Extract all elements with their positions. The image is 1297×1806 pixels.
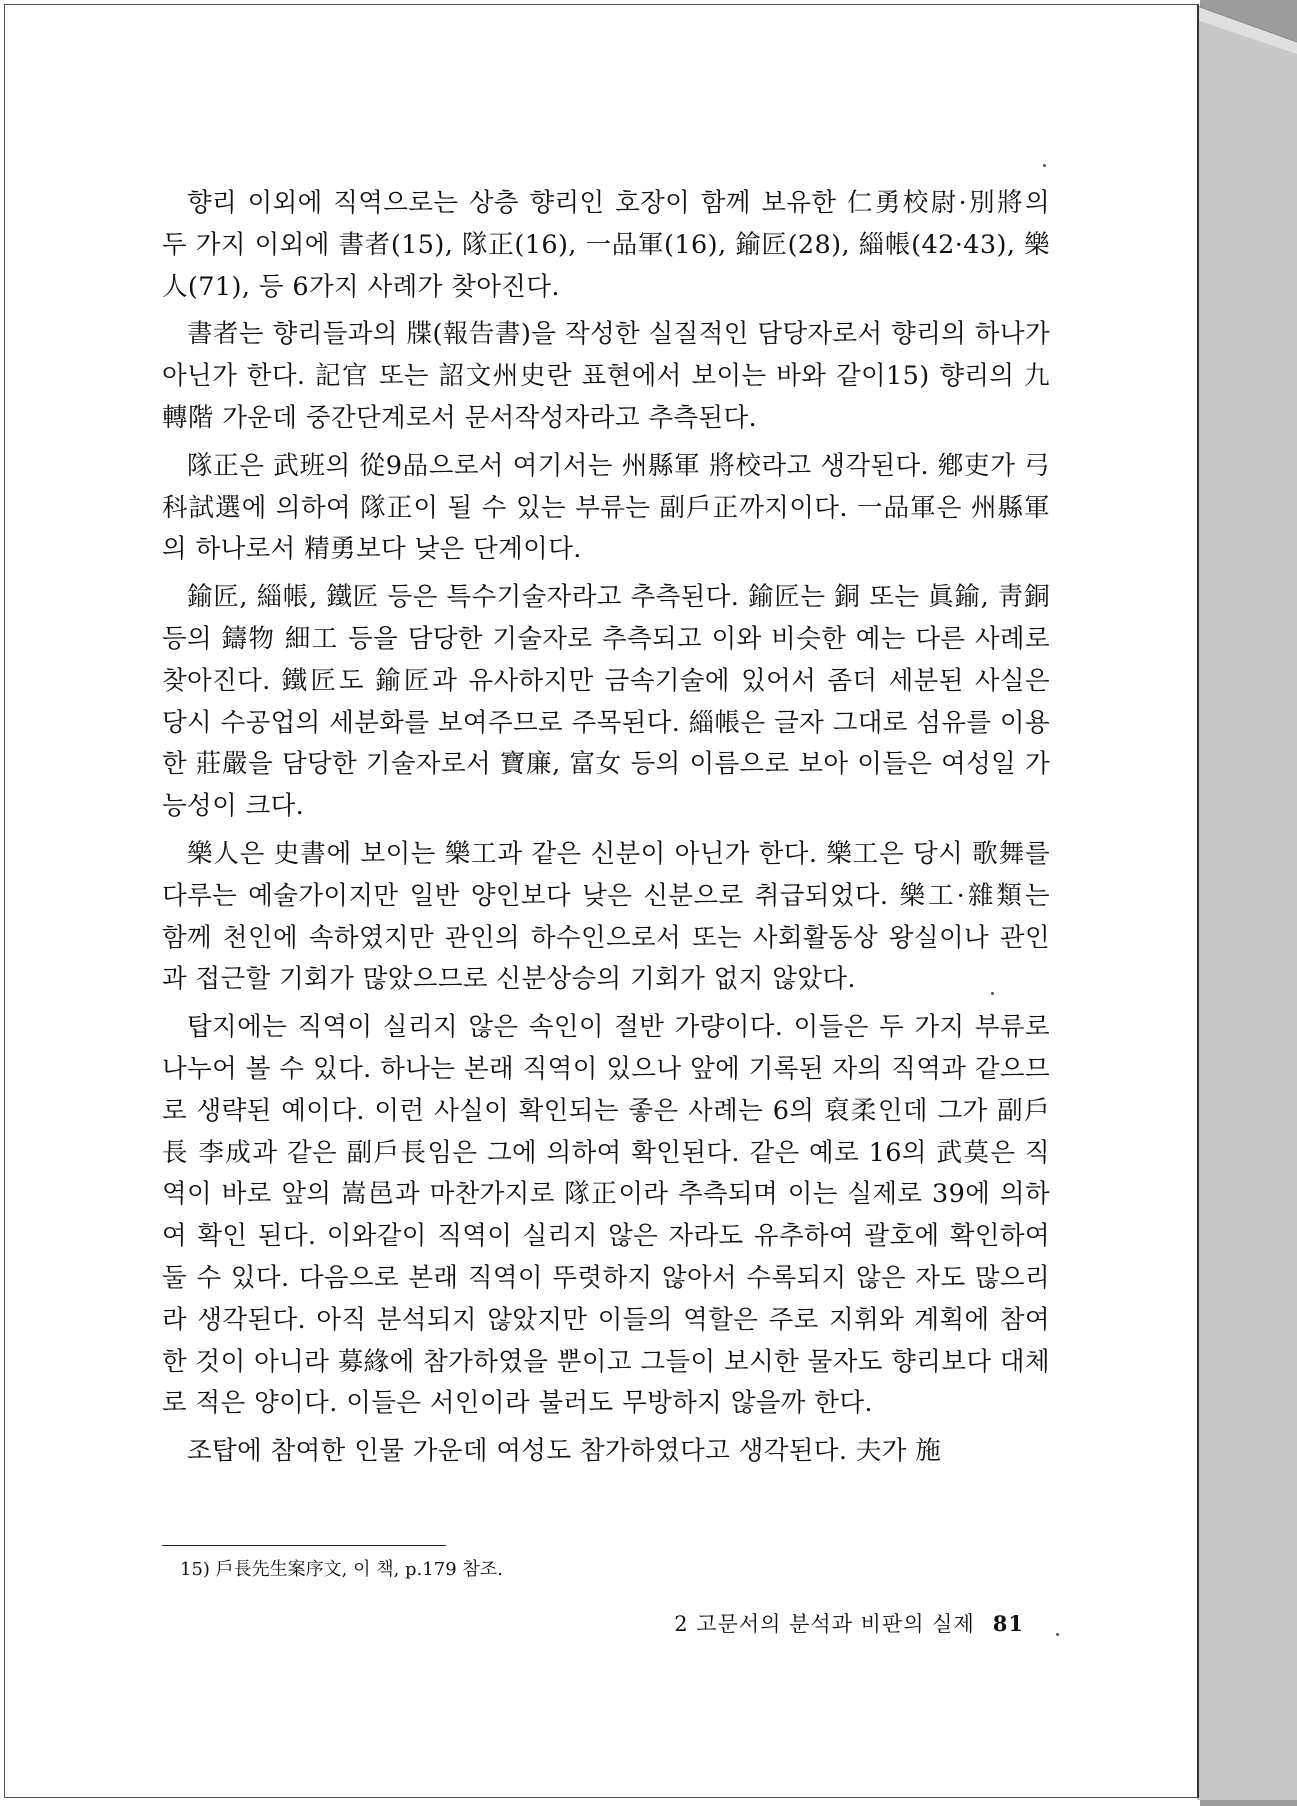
paragraph: 탑지에는 직역이 실리지 않은 속인이 절반 가량이다. 이들은 두 가지 부류로 나누어 볼 수 있다. 하나는 본래 직역이 있으나 앞에 기록된 자의 직역과 같으므로 생략된 예이다. 이런 사실이 확인되는 좋은 사례는 6의 裒柔인데 그가 副戶長 李成과 같은 副戶長임은 그에 의하여 확인된다. 같은 예로 16의 武莫은 직역이 바로 앞의 嵩邑과 마찬가지로 隊正이라 추측되며 이는 실제로 39에 의하여 확인 된다. 이와같이 직역이 실리지 않은 자라도 유추하여 괄호에 확인하여 둘 수 있다. 다음으로 본래 직역이 뚜렷하지 않아서 수록되지 않은 자도 많으리라 생각된다. 아직 분석되지 않았지만 이들의 역할은 주로 지휘와 계획에 참여한 것이 아니라 募緣에 참가하였을 뿐이고 그들이 보시한 물자도 향리보다 대체로 적은 양이다. 이들은 서인이라 불러도 무방하지 않을까 한다. bbox=[162, 1012, 1050, 1419]
chapter-title: 2 고문서의 분석과 비판의 실제 bbox=[674, 1612, 975, 1636]
paragraph: 鍮匠, 緇帳, 鐵匠 등은 특수기술자라고 추측된다. 鍮匠는 銅 또는 眞鍮, 靑銅 등의 鑄物 細工 등을 담당한 기술자로 추측되고 이와 비슷한 예는 다른 사례로 찾아진다. 鐵匠도 鍮匠과 유사하지만 금속기술에 있어서 좀더 세분된 사실은 당시 수공업의 세분화를 보여주므로 주목된다. 緇帳은 글자 그대로 섬유를 이용한 莊嚴을 담당한 기술자로서 寶廉, 富女 등의 이름으로 보아 이들은 여성일 가능성이 크다. bbox=[162, 582, 1050, 822]
footnote-number: 15) bbox=[180, 1559, 210, 1580]
footnote bbox=[180, 1557, 980, 1583]
book-side-edge bbox=[1197, 6, 1297, 1800]
footnote-divider bbox=[162, 1545, 446, 1546]
paragraph: 조탑에 참여한 인물 가운데 여성도 참가하였다고 생각된다. 夫가 施 bbox=[187, 1436, 942, 1467]
paragraph: 樂人은 史書에 보이는 樂工과 같은 신분이 아닌가 한다. 樂工은 당시 歌舞를 다루는 예술가이지만 일반 양인보다 낮은 신분으로 취급되었다. 樂工·雜類는 함께 천인에 속하였지만 관인의 하수인으로서 또는 사회활동상 왕실이나 관인과 접근할 기회가 많았으므로 신분상승의 기회가 없지 않았다. bbox=[162, 838, 1050, 995]
running-footer bbox=[600, 1610, 1024, 1638]
scan-speck bbox=[1056, 1633, 1059, 1636]
paragraph: 향리 이외에 직역으로는 상층 향리인 호장이 함께 보유한 仁勇校尉·別將의 두 가지 이외에 書者(15), 隊正(16), 一品軍(16), 鍮匠(28), 緇帳(42·43), 樂人(71), 등 6가지 사례가 찾아진다. bbox=[162, 188, 1050, 302]
paragraph: 隊正은 武班의 從9品으로서 여기서는 州縣軍 將校라고 생각된다. 鄕吏가 弓科試選에 의하여 隊正이 될 수 있는 부류는 副戶正까지이다. 一品軍은 州縣軍의 하나로서 精勇보다 낮은 단계이다. bbox=[162, 450, 1050, 565]
scan-speck bbox=[991, 992, 994, 995]
page-number: 81 bbox=[992, 1611, 1024, 1636]
footnote-text: 戶長先生案序文, 이 책, p.179 참조. bbox=[215, 1559, 503, 1580]
scan-speck bbox=[1043, 164, 1046, 167]
body-text bbox=[162, 183, 1050, 1473]
paragraph: 書者는 향리들과의 牒(報告書)을 작성한 실질적인 담당자로서 향리의 하나가 아닌가 한다. 記官 또는 詔文州史란 표현에서 보이는 바와 같이15) 향리의 九轉階 가운데 중간단계로서 문서작성자라고 추측된다. bbox=[162, 319, 1050, 433]
